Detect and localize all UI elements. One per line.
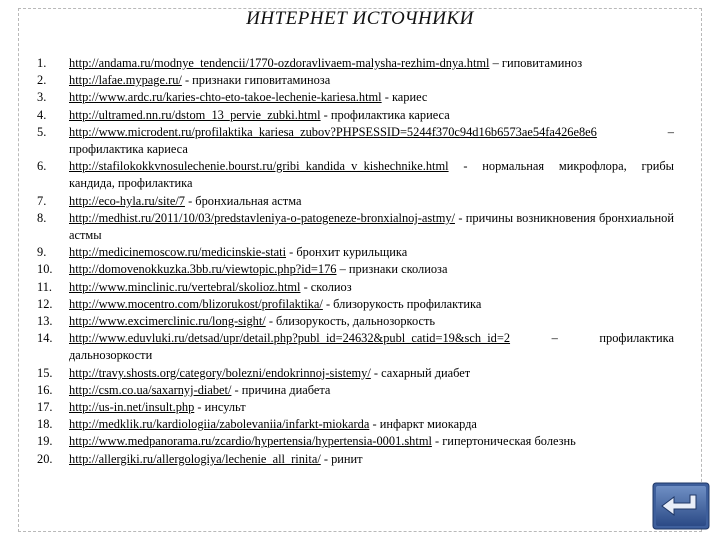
link-description: – гиповитаминоз xyxy=(489,56,583,70)
source-link[interactable]: http://www.eduvluki.ru/detsad/upr/detail.php?publ_id=24632&publ_catid=19&sch_id=2 xyxy=(69,331,511,346)
item-number: 3. xyxy=(37,90,47,105)
source-link[interactable]: http://www.excimerclinic.ru/long-sight/ xyxy=(69,314,266,329)
source-link[interactable]: http://www.minclinic.ru/vertebral/skolioz.html xyxy=(69,279,301,294)
link-description: - причина диабета xyxy=(231,382,331,397)
link-description: – профилактика дальнозоркости xyxy=(69,331,674,363)
source-link[interactable]: http://www.medpanorama.ru/zcardio/hypertensia/hypertensia-0001.shtml xyxy=(69,434,432,449)
link-description: - кариес xyxy=(381,90,428,105)
list-item xyxy=(0,433,720,450)
page-title: ИНТЕРНЕТ ИСТОЧНИКИ xyxy=(246,8,474,29)
list-item xyxy=(0,330,720,364)
item-number: 19. xyxy=(37,434,53,449)
item-number: 10. xyxy=(37,262,53,277)
list-item xyxy=(0,313,720,330)
list-item xyxy=(0,124,720,158)
source-link[interactable]: http://csm.co.ua/saxarnyj-diabet/ xyxy=(69,382,232,397)
item-number: 8. xyxy=(37,210,47,225)
source-link[interactable]: http://stafilokokkvnosulechenie.bourst.ru/gribi_kandida_v_kishechnike.html xyxy=(69,159,449,174)
link-description: – профилактика кариеса xyxy=(69,124,674,157)
item-number: 20. xyxy=(37,451,53,466)
item-number: 11. xyxy=(37,279,53,294)
source-list xyxy=(0,55,720,468)
link-description: - инсульт xyxy=(194,400,246,415)
item-number: 18. xyxy=(37,417,53,432)
list-item xyxy=(0,72,720,89)
link-description: - причины возникновения бронхиальной астмы xyxy=(69,210,674,243)
link-description: - бронхиальная астма xyxy=(184,193,302,208)
item-number: 4. xyxy=(37,107,47,122)
link-description: - профилактика кариеса xyxy=(320,107,450,122)
return-button[interactable] xyxy=(652,482,710,530)
source-link[interactable]: http://www.microdent.ru/profilaktika_kariesa_zubov?PHPSESSID=5244f370c94d16b6573ae54fa426e8e6 xyxy=(69,124,597,139)
list-item xyxy=(0,55,720,72)
item-number: 12. xyxy=(37,296,53,311)
list-item xyxy=(0,193,720,210)
link-description: - инфаркт миокарда xyxy=(369,417,477,432)
link-description: - гипертоническая болезнь xyxy=(431,434,576,449)
source-link[interactable]: http://travy.shosts.org/category/bolezni/endokrinnoj-sistemy/ xyxy=(69,365,371,380)
item-number: 17. xyxy=(37,400,53,415)
source-link[interactable]: http://allergiki.ru/allergologiya/lechenie_all_rinita/ xyxy=(69,451,321,466)
list-item xyxy=(0,279,720,296)
source-link[interactable]: http://medicinemoscow.ru/medicinskie-stati xyxy=(69,245,287,260)
link-description: - близорукость профилактика xyxy=(322,296,482,311)
item-number: 7. xyxy=(37,193,47,208)
list-item xyxy=(0,158,720,192)
list-item xyxy=(0,210,720,244)
list-item xyxy=(0,399,720,416)
list-item xyxy=(0,244,720,261)
link-description: - бронхит курильщика xyxy=(286,245,408,260)
item-number: 9. xyxy=(37,245,47,260)
item-number: 15. xyxy=(37,365,53,380)
list-item xyxy=(0,107,720,124)
list-item xyxy=(0,451,720,468)
item-number: 1. xyxy=(37,56,47,70)
link-description: - сахарный диабет xyxy=(370,365,471,380)
list-item xyxy=(0,416,720,433)
item-number: 6. xyxy=(37,159,47,174)
source-link[interactable]: http://andama.ru/modnye_tendencii/1770-ozdoravlivaem-malysha-rezhim-dnya.html xyxy=(69,56,490,70)
source-link[interactable]: http://us-in.net/insult.php xyxy=(69,400,195,415)
source-link[interactable]: http://eco-hyla.ru/site/7 xyxy=(69,193,185,208)
list-item xyxy=(0,296,720,313)
item-number: 13. xyxy=(37,314,53,329)
list-item xyxy=(0,382,720,399)
source-link[interactable]: http://medhist.ru/2011/10/03/predstavleniya-o-patogeneze-bronxialnoj-astmy/ xyxy=(69,210,455,225)
item-number: 2. xyxy=(37,73,47,88)
list-item xyxy=(0,365,720,382)
link-description: – признаки сколиоза xyxy=(336,262,448,277)
item-number: 5. xyxy=(37,124,47,139)
source-link[interactable]: http://ultramed.nn.ru/dstom_13_pervie_zubki.html xyxy=(69,107,321,122)
source-link[interactable]: http://medklik.ru/kardiologiia/zabolevaniia/infarkt-miokarda xyxy=(69,417,370,432)
link-description: - ринит xyxy=(320,451,363,466)
list-item xyxy=(0,89,720,106)
item-number: 16. xyxy=(37,382,53,397)
list-item xyxy=(0,261,720,278)
link-description: - близорукость, дальнозоркость xyxy=(265,314,436,329)
return-arrow-icon xyxy=(652,482,710,530)
source-link[interactable]: http://lafae.mypage.ru/ xyxy=(69,73,182,88)
link-description: - нормальная микрофлора, грибы кандида, профилактика xyxy=(69,159,674,191)
link-description: - признаки гиповитаминоза xyxy=(181,73,331,88)
source-link[interactable]: http://www.mocentro.com/blizorukost/profilaktika/ xyxy=(69,296,323,311)
item-number: 14. xyxy=(37,331,53,346)
source-link[interactable]: http://domovenokkuzka.3bb.ru/viewtopic.php?id=176 xyxy=(69,262,337,277)
source-link[interactable]: http://www.ardc.ru/karies-chto-eto-takoe-lechenie-kariesa.html xyxy=(69,90,382,105)
link-description: - сколиоз xyxy=(300,279,352,294)
